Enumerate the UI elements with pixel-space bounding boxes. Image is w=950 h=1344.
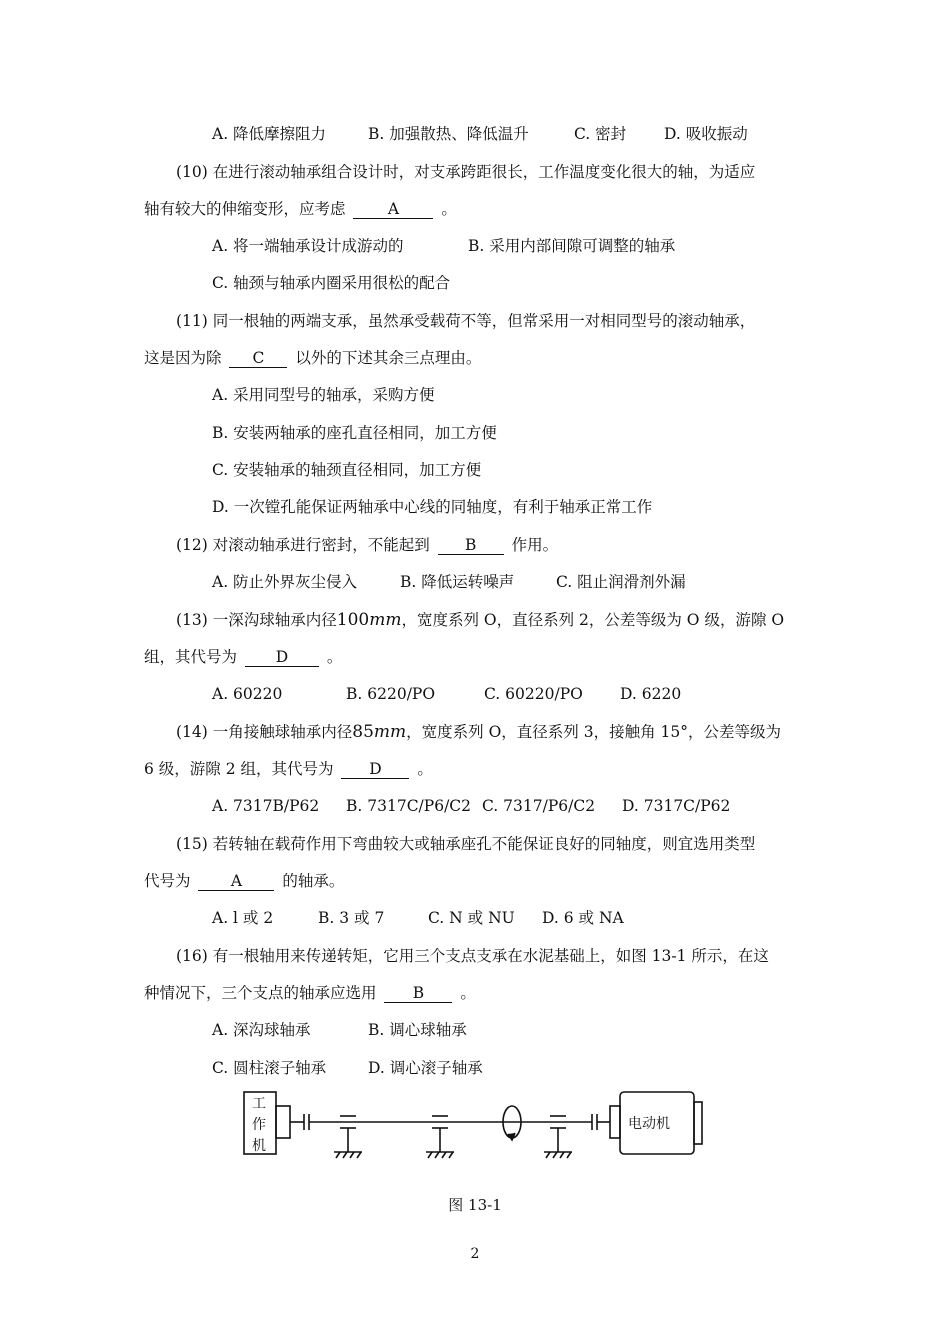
work-machine-char-3: 机 xyxy=(252,1138,266,1154)
q12-option-b: B. 降低运转噪声 xyxy=(400,573,515,591)
q11-line1: (11) 同一根轴的两端支承，虽然承受载荷不等，但常采用一对相同型号的滚动轴承， xyxy=(176,312,756,330)
q11-end: 以外的下述其余三点理由。 xyxy=(295,349,482,367)
q13-option-c: C. 60220/PO xyxy=(484,685,583,703)
q13-option-b: B. 6220/PO xyxy=(346,685,436,703)
motor-label: 电动机 xyxy=(628,1116,670,1132)
q10-option-c: C. 轴颈与轴承内圈采用很松的配合 xyxy=(212,274,451,292)
q13-option-a: A. 60220 xyxy=(212,685,283,703)
q15-option-b: B. 3 或 7 xyxy=(318,909,385,927)
q16-option-a: A. 深沟球轴承 xyxy=(212,1021,311,1039)
q16-option-b: B. 调心球轴承 xyxy=(368,1021,467,1039)
q14-text-cont: ，宽度系列 O，直径系列 3，接触角 15°，公差等级为 xyxy=(406,723,781,741)
q10-text: 轴有较大的伸缩变形，应考虑 xyxy=(144,200,346,218)
q15-end: 的轴承。 xyxy=(282,872,345,890)
figure-13-1 xyxy=(240,1086,710,1170)
q13-text-cont: ，宽度系列 O，直径系列 2，公差等级为 O 级，游隙 O xyxy=(401,611,785,629)
q14-text: (14) 一角接触球轴承内径 xyxy=(176,723,353,741)
q10-answer: A xyxy=(353,201,433,219)
work-machine-char-2: 作 xyxy=(252,1117,266,1133)
q14-line1 xyxy=(176,722,781,742)
q14-option-c: C. 7317/P6/C2 xyxy=(482,797,596,815)
q16-line2 xyxy=(144,983,476,1003)
q15-text: 代号为 xyxy=(144,872,191,890)
q14-unit: mm xyxy=(373,722,407,742)
q16-answer: B xyxy=(384,985,452,1003)
q16-option-c: C. 圆柱滚子轴承 xyxy=(212,1059,327,1077)
q13-text: (13) 一深沟球轴承内径 xyxy=(176,611,337,629)
q15-line1: (15) 若转轴在载荷作用下弯曲较大或轴承座孔不能保证良好的同轴度，则宜选用类型 xyxy=(176,835,756,853)
q13-text2: 组，其代号为 xyxy=(144,648,238,666)
work-machine-hub xyxy=(276,1106,290,1138)
q16-line1: (16) 有一根轴用来传递转矩，它用三个支点支承在水泥基础上，如图 13-1 所示，在这 xyxy=(176,947,769,965)
q13-dimension: 100 xyxy=(336,610,370,630)
q9-option-a: A. 降低摩擦阻力 xyxy=(212,125,327,143)
q11-option-d: D. 一次镗孔能保证两轴承中心线的同轴度，有利于轴承正常工作 xyxy=(212,498,653,516)
q10-option-b: B. 采用内部间隙可调整的轴承 xyxy=(468,237,676,255)
q15-line2 xyxy=(144,871,344,891)
q12-end: 作用。 xyxy=(511,536,559,554)
q10-option-a: A. 将一端轴承设计成游动的 xyxy=(212,237,404,255)
q12-text: (12) 对滚动轴承进行密封，不能起到 xyxy=(176,536,430,554)
q14-option-a: A. 7317B/P62 xyxy=(212,797,320,815)
q13-unit: mm xyxy=(369,610,402,630)
q13-line1 xyxy=(176,610,784,630)
q14-end: 。 xyxy=(417,760,433,778)
work-machine-char-1: 工 xyxy=(252,1096,266,1112)
q11-answer: C xyxy=(229,350,287,368)
q11-option-c: C. 安装轴承的轴颈直径相同，加工方便 xyxy=(212,461,482,479)
q13-answer: D xyxy=(245,649,319,667)
q11-option-b: B. 安装两轴承的座孔直径相同，加工方便 xyxy=(212,424,497,442)
q14-option-b: B. 7317C/P6/C2 xyxy=(346,797,472,815)
q15-option-c: C. N 或 NU xyxy=(428,909,515,927)
q15-option-a: A. l 或 2 xyxy=(212,909,274,927)
q12-option-c: C. 阻止润滑剂外漏 xyxy=(556,573,686,591)
q15-option-d: D. 6 或 NA xyxy=(542,909,624,927)
q11-text: 这是因为除 xyxy=(144,349,222,367)
q16-end: 。 xyxy=(460,984,476,1002)
q12-option-a: A. 防止外界灰尘侵入 xyxy=(212,573,358,591)
motor-hub xyxy=(610,1106,620,1138)
q10-line1: (10) 在进行滚动轴承组合设计时，对支承跨距很长，工作温度变化很大的轴，为适应 xyxy=(176,163,756,181)
q16-option-d: D. 调心滚子轴承 xyxy=(368,1059,483,1077)
q13-end: 。 xyxy=(326,648,343,666)
q13-line2 xyxy=(144,647,342,667)
motor-end xyxy=(694,1102,702,1144)
q11-option-a: A. 采用同型号的轴承，采购方便 xyxy=(212,386,435,404)
q14-line2 xyxy=(144,759,433,779)
q12-line1 xyxy=(176,535,558,555)
page-number: 2 xyxy=(470,1246,480,1262)
q9-option-b: B. 加强散热、降低温升 xyxy=(368,125,529,143)
q14-text2: 6 级，游隙 2 组，其代号为 xyxy=(144,760,334,778)
q15-answer: A xyxy=(198,873,274,891)
q10-line2 xyxy=(144,199,457,219)
q14-dimension: 85 xyxy=(352,722,374,742)
q12-answer: B xyxy=(438,537,504,555)
q14-answer: D xyxy=(341,761,409,779)
q16-text: 种情况下，三个支点的轴承应选用 xyxy=(144,984,377,1002)
q13-option-d: D. 6220 xyxy=(620,685,682,703)
q9-option-d: D. 吸收振动 xyxy=(664,125,748,143)
q11-line2 xyxy=(144,348,481,368)
figure-caption: 图 13-1 xyxy=(448,1196,502,1214)
q10-end: 。 xyxy=(441,200,457,218)
q9-option-c: C. 密封 xyxy=(574,125,627,143)
q14-option-d: D. 7317C/P62 xyxy=(622,797,731,815)
